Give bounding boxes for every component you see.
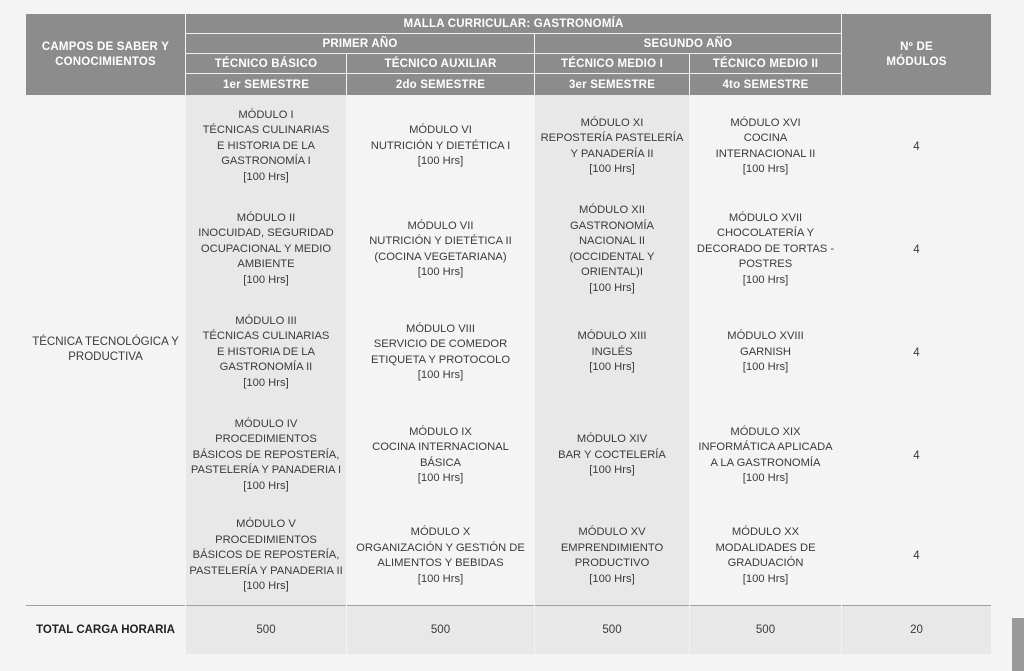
- module-cell: MÓDULO XV EMPRENDIMIENTO PRODUCTIVO [100 Hrs]: [535, 507, 689, 605]
- scrollbar-thumb[interactable]: [1012, 618, 1024, 671]
- module-count: 4: [842, 507, 991, 605]
- field-label: TÉCNICA TECNOLÓGICA Y PRODUCTIVA: [26, 95, 185, 605]
- modulos-header: Nº DE MÓDULOS: [842, 14, 991, 95]
- semester-2: 2do SEMESTRE: [347, 74, 534, 95]
- total-hours: 500: [347, 605, 534, 654]
- module-cell: MÓDULO IV PROCEDIMIENTOS BÁSICOS DE REPOSTERÍA, PASTELERÍA Y PANADERIA I [100 Hrs]: [186, 404, 346, 507]
- level-tecnico-medio-ii: TÉCNICO MEDIO II: [690, 54, 841, 74]
- total-label: TOTAL CARGA HORARIA: [26, 605, 185, 654]
- level-tecnico-auxiliar: TÉCNICO AUXILIAR: [347, 54, 534, 74]
- module-count: 4: [842, 404, 991, 507]
- total-hours: 500: [690, 605, 841, 654]
- module-cell: MÓDULO II INOCUIDAD, SEGURIDAD OCUPACIONAL Y MEDIO AMBIENTE [100 Hrs]: [186, 198, 346, 301]
- year-primer: PRIMER AÑO: [186, 34, 534, 54]
- campos-header: CAMPOS DE SABER Y CONOCIMIENTOS: [26, 14, 185, 95]
- module-cell: MÓDULO XIV BAR Y COCTELERÍA [100 Hrs]: [535, 404, 689, 507]
- module-cell: MÓDULO X ORGANIZACIÓN Y GESTIÓN DE ALIMENTOS Y BEBIDAS [100 Hrs]: [347, 507, 534, 605]
- module-cell: MÓDULO IX COCINA INTERNACIONAL BÁSICA [100 Hrs]: [347, 404, 534, 507]
- module-count: 4: [842, 198, 991, 301]
- module-count: 4: [842, 301, 991, 404]
- module-cell: MÓDULO XX MODALIDADES DE GRADUACIÓN [100 Hrs]: [690, 507, 841, 605]
- module-cell: MÓDULO XVIII GARNISH [100 Hrs]: [690, 301, 841, 404]
- level-tecnico-basico: TÉCNICO BÁSICO: [186, 54, 346, 74]
- total-modules: 20: [842, 605, 991, 654]
- semester-3: 3er SEMESTRE: [535, 74, 689, 95]
- total-hours: 500: [186, 605, 346, 654]
- level-tecnico-medio-i: TÉCNICO MEDIO I: [535, 54, 689, 74]
- module-cell: MÓDULO I TÉCNICAS CULINARIAS E HISTORIA DE LA GASTRONOMÍA I [100 Hrs]: [186, 95, 346, 198]
- module-cell: MÓDULO VII NUTRICIÓN Y DIETÉTICA II (COCINA VEGETARIANA) [100 Hrs]: [347, 198, 534, 301]
- module-cell: MÓDULO V PROCEDIMIENTOS BÁSICOS DE REPOSTERÍA, PASTELERÍA Y PANADERIA II [100 Hrs]: [186, 507, 346, 605]
- module-cell: MÓDULO XI REPOSTERÍA PASTELERÍA Y PANADERÍA II [100 Hrs]: [535, 95, 689, 198]
- year-segundo: SEGUNDO AÑO: [535, 34, 841, 54]
- module-count: 4: [842, 95, 991, 198]
- module-cell: MÓDULO VIII SERVICIO DE COMEDOR ETIQUETA Y PROTOCOLO [100 Hrs]: [347, 301, 534, 404]
- curriculum-table: [26, 14, 986, 654]
- module-cell: MÓDULO XVII CHOCOLATERÍA Y DECORADO DE TORTAS - POSTRES [100 Hrs]: [690, 198, 841, 301]
- module-cell: MÓDULO XVI COCINA INTERNACIONAL II [100 Hrs]: [690, 95, 841, 198]
- module-cell: MÓDULO III TÉCNICAS CULINARIAS E HISTORIA DE LA GASTRONOMÍA II [100 Hrs]: [186, 301, 346, 404]
- module-cell: MÓDULO XIII INGLÉS [100 Hrs]: [535, 301, 689, 404]
- table-title: MALLA CURRICULAR: GASTRONOMÍA: [186, 14, 841, 34]
- module-cell: MÓDULO XIX INFORMÁTICA APLICADA A LA GASTRONOMÍA [100 Hrs]: [690, 404, 841, 507]
- module-cell: MÓDULO XII GASTRONOMÍA NACIONAL II (OCCIDENTAL Y ORIENTAL)I [100 Hrs]: [535, 198, 689, 301]
- semester-1: 1er SEMESTRE: [186, 74, 346, 95]
- module-cell: MÓDULO VI NUTRICIÓN Y DIETÉTICA I [100 Hrs]: [347, 95, 534, 198]
- semester-4: 4to SEMESTRE: [690, 74, 841, 95]
- total-hours: 500: [535, 605, 689, 654]
